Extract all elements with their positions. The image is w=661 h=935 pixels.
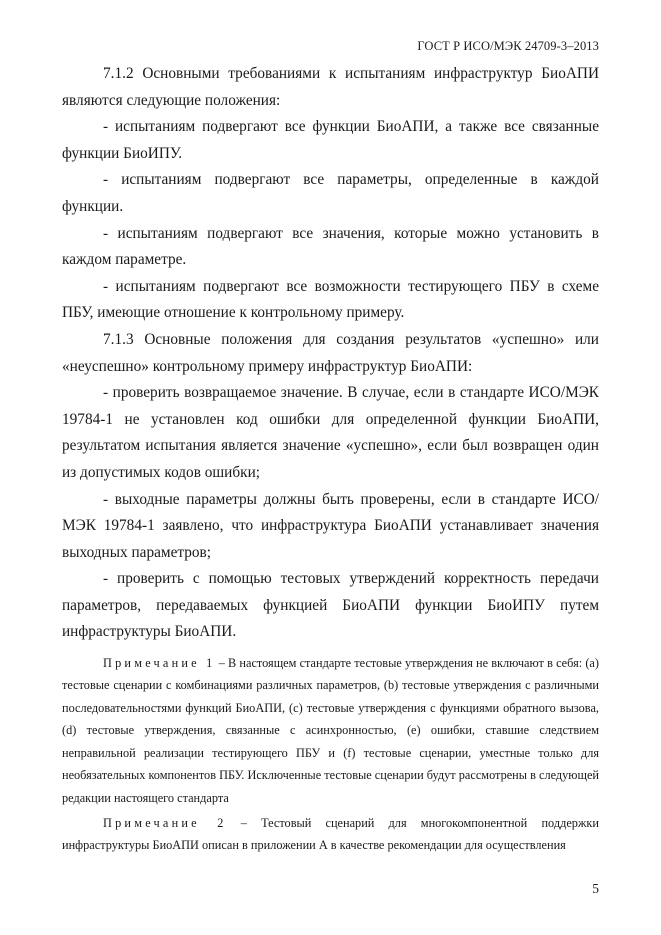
note-2 <box>62 812 599 857</box>
requirement-values: - испытаниям подвергают все значения, которые можно установить в каждом параметре. <box>62 224 599 269</box>
requirement-functions: - испытаниям подвергают все функции БиоАПИ, а также все связанные функции БиоИПУ. <box>62 118 599 162</box>
rule-output-parameters: - выходные параметры должны быть проверены, если в стандарте ИСО/МЭК 19784-1 заявлено, что инфраструктура БиоАПИ устанавливает значения выходных параметров; <box>62 490 599 561</box>
requirement-parameters: - испытаниям подвергают все параметры, определенные в каждой функции. <box>62 171 599 215</box>
note-2-label: Примечание 2 <box>103 815 227 830</box>
document-body <box>62 61 599 857</box>
page-header: ГОСТ Р ИСО/МЭК 24709-3–2013 <box>417 39 599 53</box>
rule-return-value: - проверить возвращаемое значение. В случае, если в стандарте ИСО/МЭК 19784-1 не установлен код ошибки для определенной функции БиоАПИ, результатом испытания является значение «успешно», если был возвращен один из допустимых кодов ошибки; <box>62 384 599 481</box>
rule-test-assertions: - проверить с помощью тестовых утверждений корректность передачи параметров, передаваемых функцией БиоАПИ функции БиоИПУ путем инфраструктуры БиоАПИ. <box>62 570 599 641</box>
note-2-text: – Тестовый сценарий для многокомпонентной поддержки инфраструктуры БиоАПИ описан в приложении А в качестве рекомендации для осуществления <box>62 815 599 853</box>
page-number: 5 <box>592 881 599 896</box>
paragraph-7-1-2-intro: 7.1.2 Основными требованиями к испытаниям инфраструктур БиоАПИ являются следующие положения: <box>62 65 599 109</box>
requirement-capabilities: - испытаниям подвергают все возможности тестирующего ПБУ в схеме ПБУ, имеющие отношение к контрольному примеру. <box>62 277 599 322</box>
note-1-text: – В настоящем стандарте тестовые утверждения не включают в себя: (a) тестовые сценарии с комбинациями различных параметров, (b) тестовые утверждения с различными последовательностями функций БиоАПИ, (c) тестовые утверждения с функциями обратного вызова, (d) тестовые утверждения, связанные с асинхронностью, (e) ошибки, ставшие следствием неправильной реализации тестирующего ПБУ и (f) тестовые сценарии, уместные только для необязательных компонентов ПБУ. Исключенные тестовые сценарии будут рассмотрены в следующей редакции настоящего стандарта <box>62 656 599 805</box>
paragraph-7-1-3-intro: 7.1.3 Основные положения для создания результатов «успешно» или «неуспешно» контрольному примеру инфраструктур БиоАПИ: <box>62 330 599 375</box>
note-1 <box>62 652 599 809</box>
note-1-label: Примечание 1 <box>103 656 216 671</box>
